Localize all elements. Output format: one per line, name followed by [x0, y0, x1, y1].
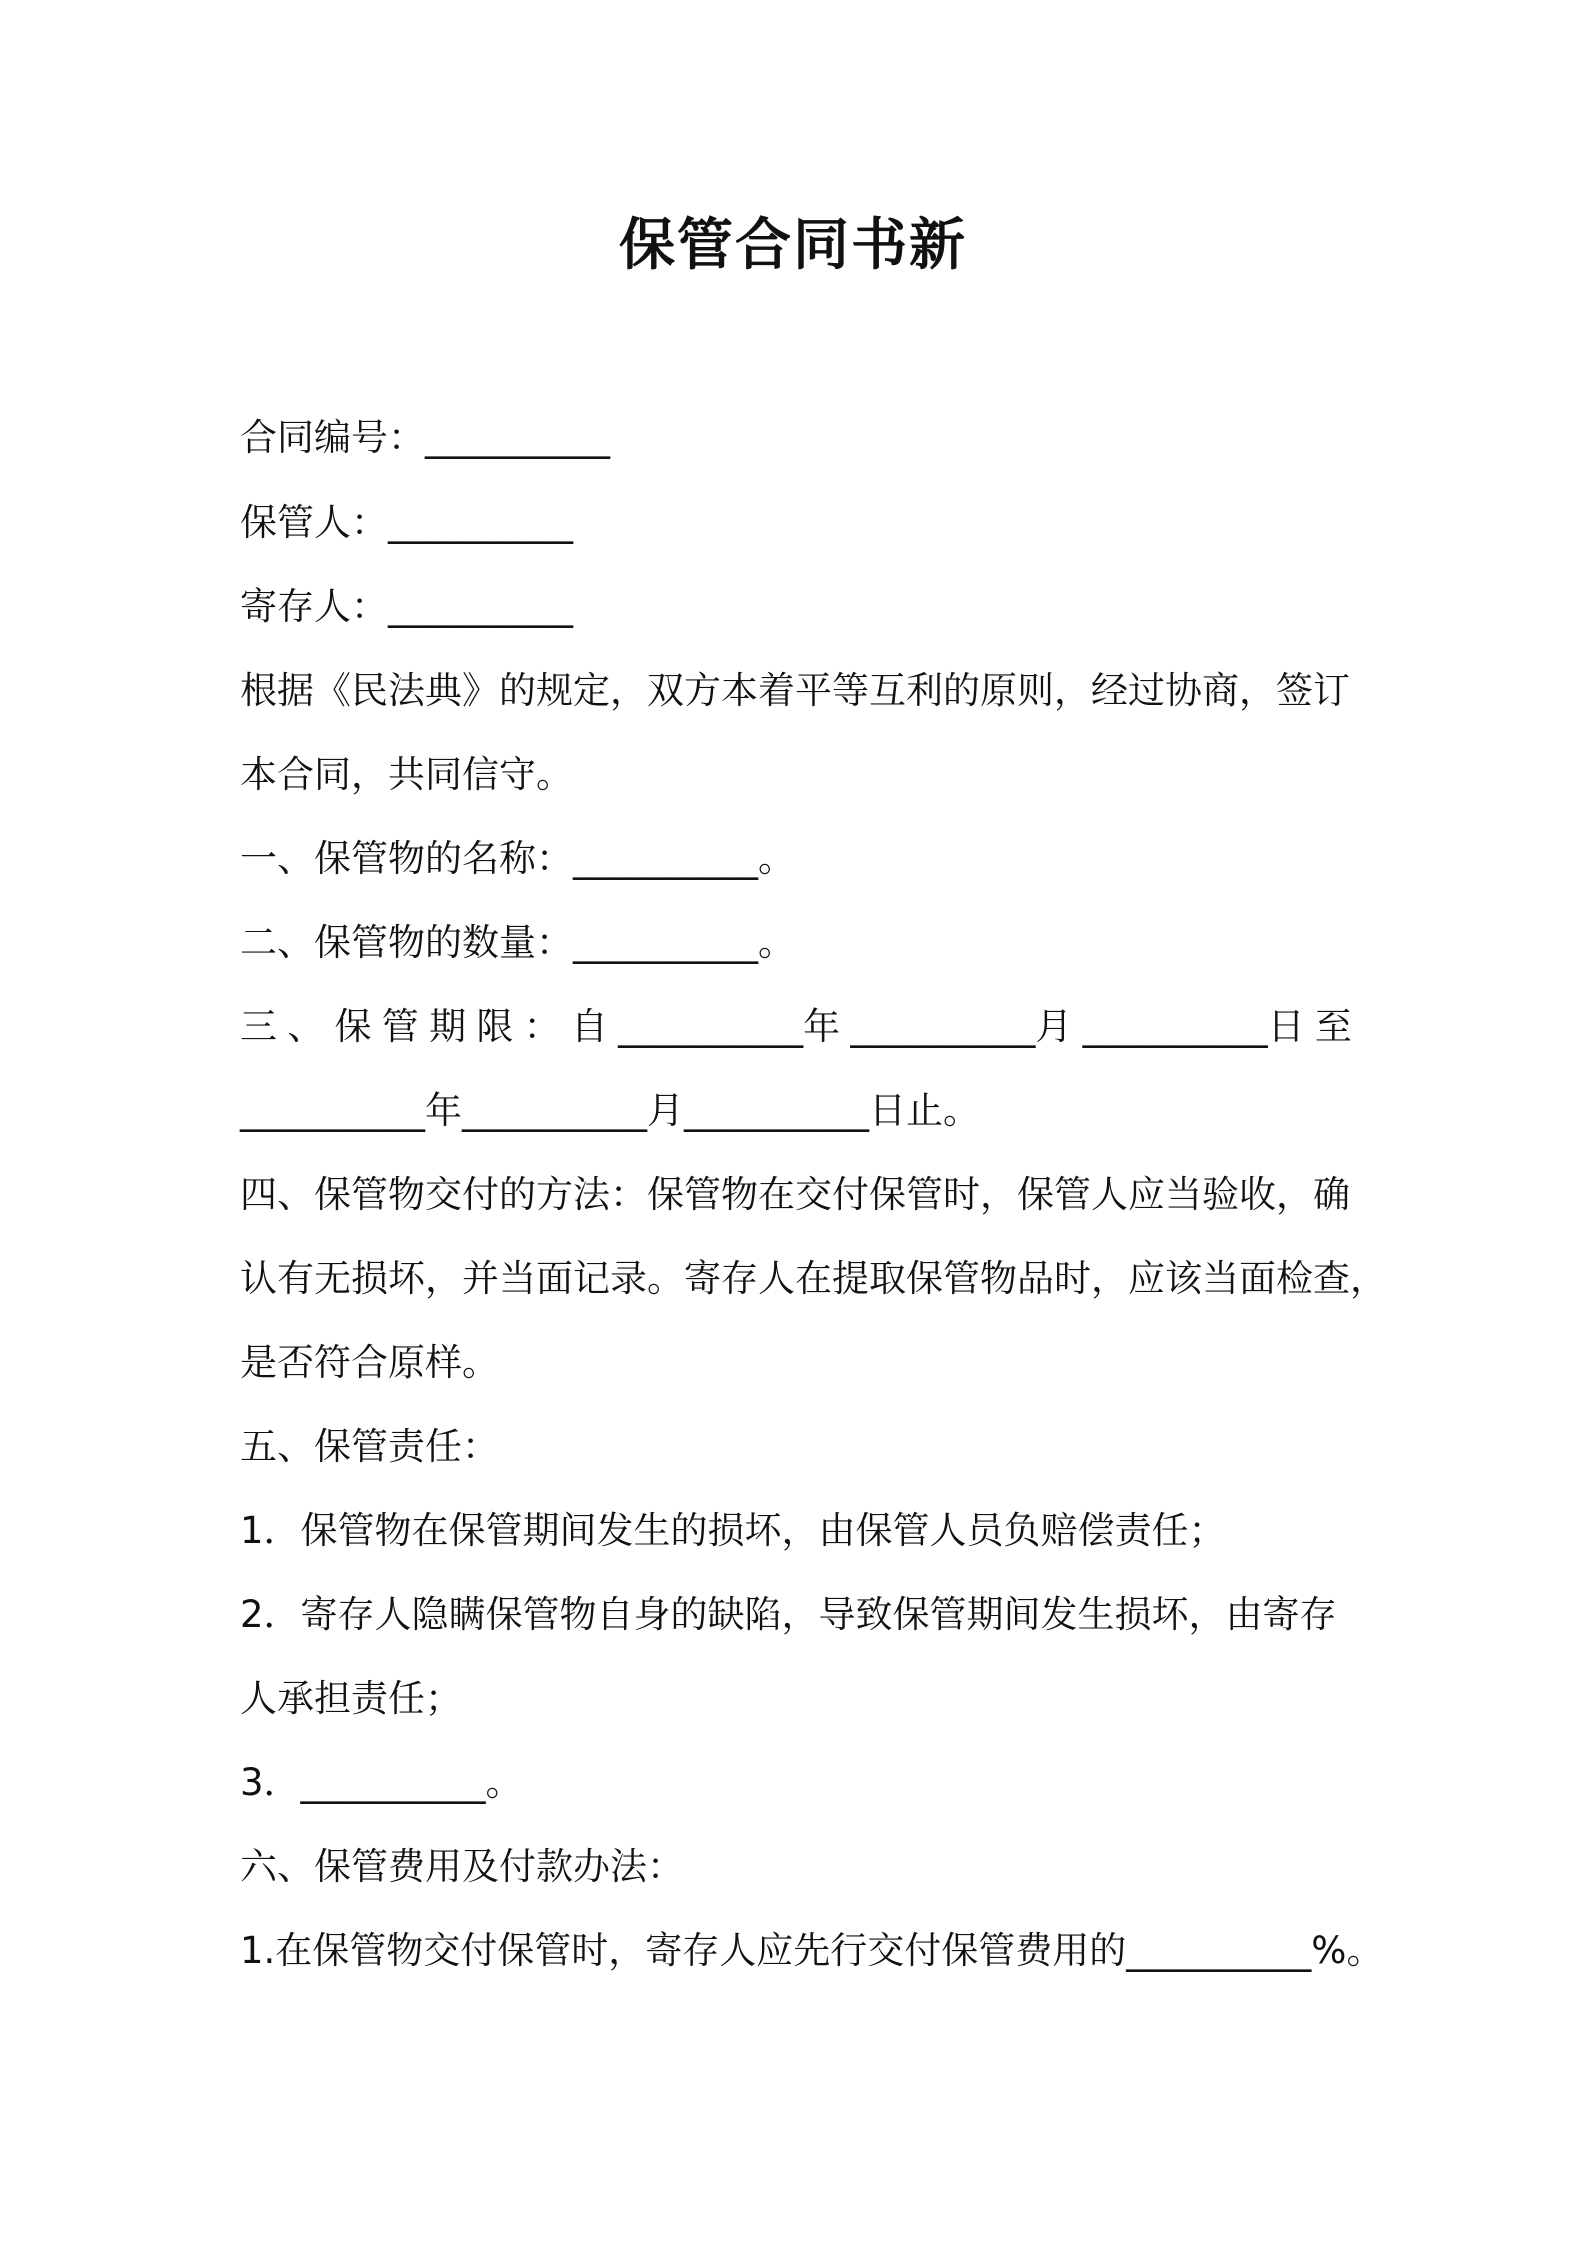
- custodian-line: 保管人：__________: [240, 501, 573, 544]
- term-part: 保: [334, 1005, 372, 1048]
- term-part: __________月: [850, 1005, 1073, 1048]
- term-part: 管: [381, 1005, 419, 1048]
- depositor-line: 寄存人：__________: [240, 585, 573, 628]
- term-part: 至: [1314, 1005, 1352, 1048]
- clause-5-heading: 五、保管责任：: [240, 1425, 499, 1468]
- term-part: ：: [523, 1005, 561, 1048]
- clause-5-item-1: 1．保管物在保管期间发生的损坏，由保管人员负赔偿责任；: [240, 1509, 1226, 1552]
- clause-6-item-1: 1.在保管物交付保管时，寄存人应先行交付保管费用的__________%。: [240, 1929, 1384, 1972]
- clause-5-item-2-line-2: 人承担责任；: [240, 1677, 462, 1720]
- clause-3-term-line-1: [240, 1001, 1352, 1053]
- term-part: 期: [429, 1005, 467, 1048]
- document-title: 保管合同书新: [619, 213, 967, 278]
- clause-5-item-3: 3．__________。: [240, 1761, 523, 1804]
- contract-number-line: 合同编号：__________: [240, 416, 610, 459]
- clause-3-term-line-2: __________年__________月__________日止。: [240, 1089, 980, 1132]
- clause-4-line-2: 认有无损坏，并当面记录。寄存人在提取保管物品时，应该当面检查，: [240, 1257, 1387, 1300]
- term-part: 三: [240, 1005, 277, 1048]
- clause-4-line-1: 四、保管物交付的方法：保管物在交付保管时，保管人应当验收，确: [240, 1173, 1350, 1216]
- term-part: 限: [476, 1005, 514, 1048]
- clause-6-heading: 六、保管费用及付款办法：: [240, 1845, 684, 1888]
- clause-2-item-quantity: 二、保管物的数量：__________。: [240, 921, 795, 964]
- term-part: 、: [287, 1005, 325, 1048]
- clause-1-item-name: 一、保管物的名称：__________。: [240, 837, 795, 880]
- preamble-line-2: 本合同，共同信守。: [240, 753, 573, 796]
- preamble-line-1: 根据《民法典》的规定，双方本着平等互利的原则，经过协商，签订: [240, 669, 1350, 712]
- clause-4-line-3: 是否符合原样。: [240, 1341, 499, 1384]
- clause-5-item-2-line-1: 2．寄存人隐瞒保管物自身的缺陷，导致保管期间发生损坏，由寄存: [240, 1593, 1337, 1636]
- term-part: __________日: [1082, 1005, 1305, 1048]
- term-part: __________年: [618, 1005, 841, 1048]
- term-part: 自: [570, 1005, 608, 1048]
